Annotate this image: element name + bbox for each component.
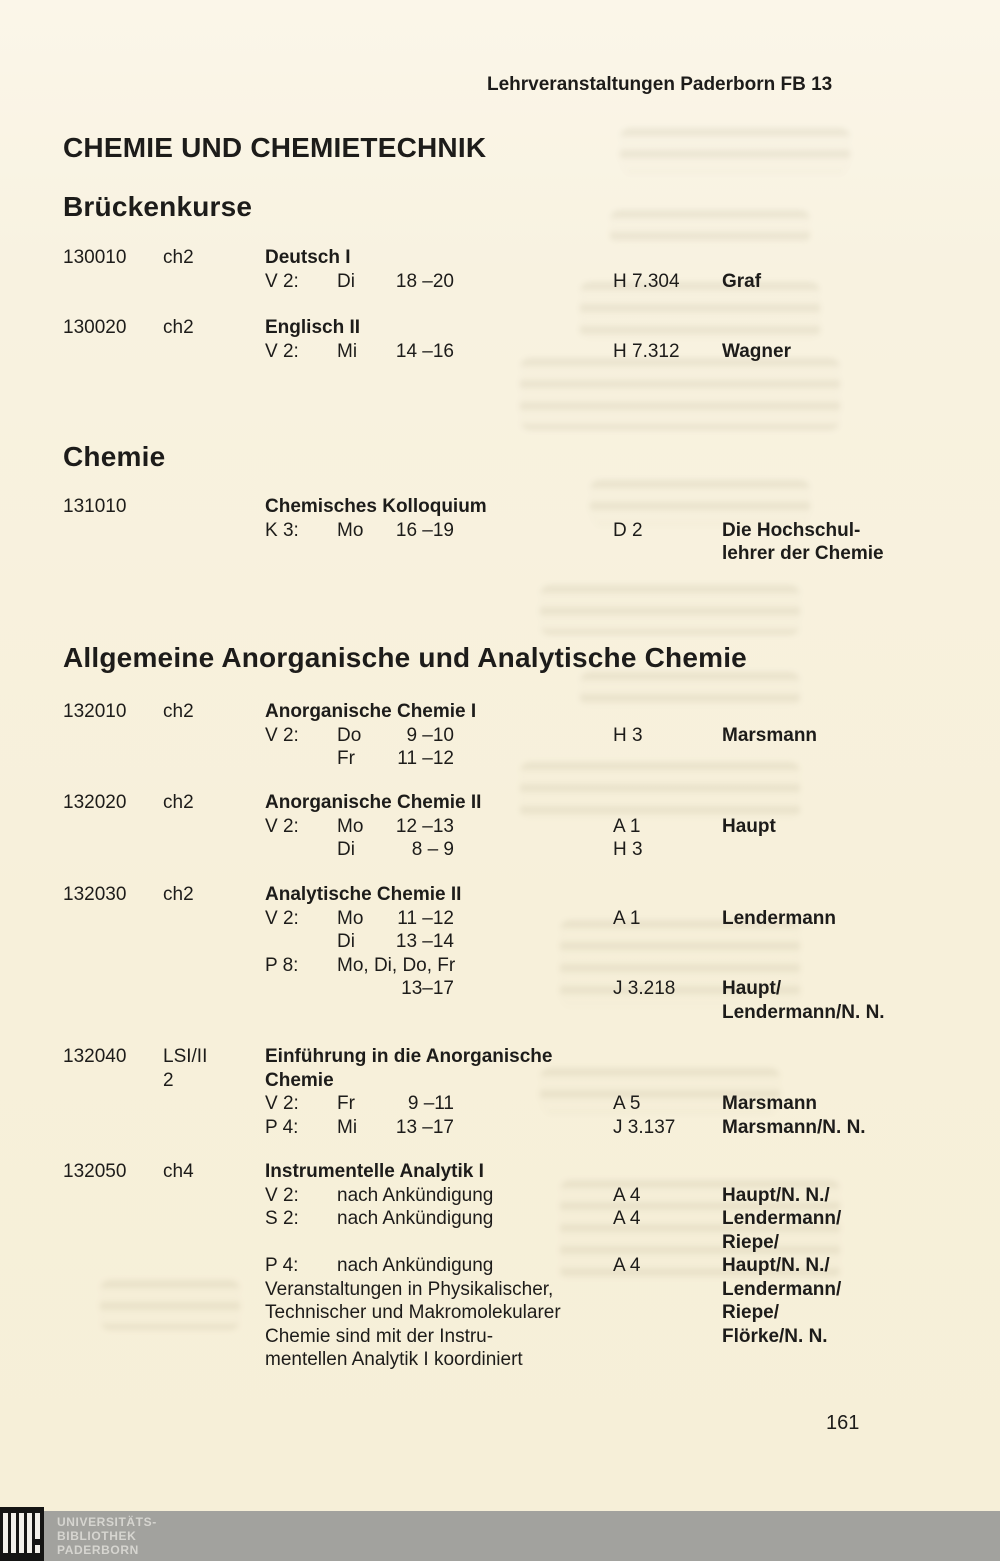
schedule-line: [0, 1002, 1000, 1026]
course-id: 132020: [63, 792, 127, 813]
course-title: Deutsch I: [265, 247, 351, 268]
schedule-line: [0, 1326, 1000, 1350]
course-title: Instrumentelle Analytik I: [265, 1161, 484, 1182]
schedule-line: [0, 839, 1000, 863]
logo-bar-icon: [19, 1513, 24, 1553]
lecturer: Riepe/: [722, 1302, 780, 1323]
lecturer: Lendermann/: [722, 1278, 842, 1300]
lecturer: Marsmann/N. N.: [722, 1116, 866, 1138]
course-title: Analytische Chemie II: [265, 884, 462, 905]
lecturer: Wagner: [722, 340, 791, 362]
lecturer: Lendermann/: [722, 1208, 842, 1229]
course-header-row: [0, 1161, 1000, 1185]
schedule-type: S 2:: [265, 1208, 299, 1229]
course-id: 132010: [63, 701, 127, 722]
course-id: 130020: [63, 317, 127, 338]
course-id: 132050: [63, 1161, 127, 1182]
section-heading-brueckenkurse: Brückenkurse: [63, 191, 253, 222]
schedule-line: [0, 543, 1000, 567]
logo-exclamation-icon: [35, 1513, 40, 1539]
schedule-time: 11 –12: [397, 907, 454, 929]
course-header-row: [0, 884, 1000, 908]
schedule-type: V 2:: [265, 724, 299, 746]
course-entry-132040: [0, 1046, 1000, 1140]
schedule-day: Fr: [337, 1093, 355, 1114]
schedule-time: 13 –14: [395, 931, 454, 952]
running-header: Lehrveranstaltungen Paderborn FB 13: [487, 74, 833, 95]
page-number: 161: [826, 1412, 860, 1434]
schedule-line: [0, 1232, 1000, 1256]
course-header-row: [0, 317, 1000, 341]
course-header-row: [0, 1046, 1000, 1070]
lecturer: Haupt: [722, 815, 776, 837]
schedule-line: [0, 1093, 1000, 1117]
library-name-line: PADERBORN: [57, 1543, 139, 1557]
course-header-row: [0, 792, 1000, 816]
course-title: Anorganische Chemie II: [265, 792, 482, 813]
lecturer: Lendermann: [722, 907, 837, 929]
logo-bar-icon: [11, 1513, 16, 1553]
course-id: 131010: [63, 496, 127, 517]
schedule-day: Di: [337, 839, 355, 860]
schedule-day: Mo: [337, 519, 364, 541]
schedule-type: V 2:: [265, 340, 299, 362]
lecturer: Graf: [722, 270, 762, 292]
schedule-line: [0, 908, 1000, 932]
course-code: ch2: [163, 317, 194, 338]
lecturer: Flörke/N. N.: [722, 1325, 828, 1347]
schedule-time: 11 –12: [397, 748, 454, 769]
course-code: ch2: [163, 792, 194, 813]
course-header-row: [0, 1070, 1000, 1094]
course-code: ch2: [163, 247, 194, 268]
schedule-room: H 7.304: [613, 270, 680, 292]
lecturer: Haupt/N. N./: [722, 1184, 830, 1206]
schedule-line: [0, 725, 1000, 749]
schedule-day: Mo: [337, 907, 364, 929]
schedule-type: P 4:: [265, 1116, 299, 1138]
schedule-type: V 2:: [265, 815, 299, 837]
schedule-day: Mo, Di, Do, Fr: [337, 954, 456, 976]
course-id: 130010: [63, 247, 127, 268]
lecturer: Haupt/N. N./: [722, 1255, 830, 1276]
course-code: 2: [163, 1069, 174, 1091]
schedule-room: A 5: [613, 1093, 641, 1114]
schedule-line: [0, 1349, 1000, 1373]
schedule-type: K 3:: [265, 519, 299, 541]
course-code: ch4: [163, 1161, 194, 1182]
schedule-time: 14 –16: [395, 340, 454, 362]
course-entry-132010: [0, 701, 1000, 772]
schedule-room: A 1: [613, 907, 641, 929]
lecturer: Lendermann/N. N.: [722, 1001, 885, 1023]
schedule-day: Do: [337, 724, 362, 746]
logo-exclamation-dot-icon: [35, 1545, 40, 1553]
schedule-day: nach Ankündigung: [337, 1184, 494, 1206]
schedule-line: [0, 1208, 1000, 1232]
schedule-type: V 2:: [265, 1093, 299, 1114]
lecturer: Die Hochschul-: [722, 519, 861, 541]
course-entry-132020: [0, 792, 1000, 863]
course-title: Chemisches Kolloquium: [265, 496, 487, 517]
schedule-line: [0, 341, 1000, 365]
schedule-time: 9 –10: [406, 724, 454, 746]
schedule-day: Di: [337, 931, 355, 952]
library-logo-icon: [0, 1507, 44, 1561]
bleed-through-artifact: [540, 585, 800, 635]
logo-bar-icon: [3, 1513, 8, 1553]
library-name: [57, 1515, 157, 1557]
section-heading-anorganische: Allgemeine Anorganische und Analytische Chemie: [63, 642, 747, 673]
course-entry-132030: [0, 884, 1000, 1025]
schedule-day: nach Ankündigung: [337, 1255, 494, 1276]
logo-bar-icon: [27, 1513, 32, 1553]
course-code: ch2: [163, 884, 194, 905]
schedule-day: Mo: [337, 815, 364, 837]
schedule-room: J 3.218: [613, 978, 676, 999]
schedule-room: A 1: [613, 815, 641, 837]
schedule-day: Mi: [337, 340, 358, 362]
schedule-line: [0, 955, 1000, 979]
schedule-time: 13 –17: [395, 1116, 454, 1138]
bleed-through-artifact: [610, 210, 810, 245]
lecturer: Marsmann: [722, 724, 818, 746]
schedule-time: 13–17: [401, 978, 454, 999]
schedule-line: [0, 931, 1000, 955]
page-title: CHEMIE UND CHEMIETECHNIK: [63, 132, 487, 163]
course-entry-131010: [0, 496, 1000, 567]
lecturer: Marsmann: [722, 1093, 818, 1114]
course-id: 132040: [63, 1046, 127, 1067]
course-entry-132050: [0, 1161, 1000, 1373]
schedule-time: 9 –11: [407, 1093, 454, 1114]
schedule-line: [0, 1117, 1000, 1141]
schedule-room: J 3.137: [613, 1116, 676, 1138]
schedule-line: [0, 816, 1000, 840]
schedule-day: Mi: [337, 1116, 358, 1138]
schedule-room: H 7.312: [613, 340, 680, 362]
schedule-type: V 2:: [265, 1184, 299, 1206]
schedule-day: Fr: [337, 748, 355, 769]
note-text: mentellen Analytik I koordiniert: [265, 1349, 523, 1370]
lecturer: Haupt/: [722, 978, 782, 999]
schedule-room: A 4: [613, 1208, 641, 1229]
course-title: Englisch II: [265, 317, 361, 338]
schedule-line: [0, 271, 1000, 295]
schedule-day: Di: [337, 270, 355, 292]
schedule-line: [0, 1255, 1000, 1279]
course-id: 132030: [63, 884, 127, 905]
library-name-line: BIBLIOTHEK: [57, 1529, 137, 1543]
schedule-type: V 2:: [265, 270, 299, 292]
schedule-line: [0, 520, 1000, 544]
schedule-line: [0, 1185, 1000, 1209]
footer-band: [0, 1511, 1000, 1561]
note-text: Veranstaltungen in Physikalischer,: [265, 1278, 554, 1300]
course-title: Chemie: [265, 1069, 334, 1091]
schedule-type: P 8:: [265, 954, 299, 976]
schedule-time: 12 –13: [395, 815, 454, 837]
course-header-row: [0, 496, 1000, 520]
schedule-day: nach Ankündigung: [337, 1208, 494, 1229]
bleed-through-artifact: [620, 128, 850, 173]
bleed-through-artifact: [520, 358, 840, 430]
note-text: Chemie sind mit der Instru-: [265, 1325, 494, 1347]
schedule-line: [0, 1279, 1000, 1303]
section-heading-chemie: Chemie: [63, 441, 166, 472]
course-entry-130020: [0, 317, 1000, 364]
course-title: Anorganische Chemie I: [265, 701, 477, 722]
course-code: ch2: [163, 701, 194, 722]
schedule-line: [0, 1302, 1000, 1326]
course-title: Einführung in die Anorganische: [265, 1046, 553, 1067]
schedule-line: [0, 748, 1000, 772]
course-code: LSI/II: [163, 1046, 208, 1067]
course-entry-130010: [0, 247, 1000, 294]
schedule-room: D 2: [613, 519, 643, 541]
schedule-room: A 4: [613, 1184, 641, 1206]
course-header-row: [0, 247, 1000, 271]
schedule-time: 8 – 9: [411, 839, 454, 860]
schedule-type: V 2:: [265, 907, 299, 929]
lecturer: lehrer der Chemie: [722, 543, 884, 564]
schedule-room: H 3: [613, 839, 643, 860]
schedule-type: P 4:: [265, 1255, 299, 1276]
library-name-line: UNIVERSITÄTS-: [57, 1515, 157, 1529]
schedule-room: A 4: [613, 1255, 641, 1276]
schedule-room: H 3: [613, 724, 643, 746]
course-header-row: [0, 701, 1000, 725]
schedule-time: 18 –20: [395, 270, 454, 292]
schedule-line: [0, 978, 1000, 1002]
note-text: Technischer und Makromolekularer: [265, 1302, 561, 1323]
schedule-time: 16 –19: [395, 519, 454, 541]
lecturer: Riepe/: [722, 1231, 780, 1253]
